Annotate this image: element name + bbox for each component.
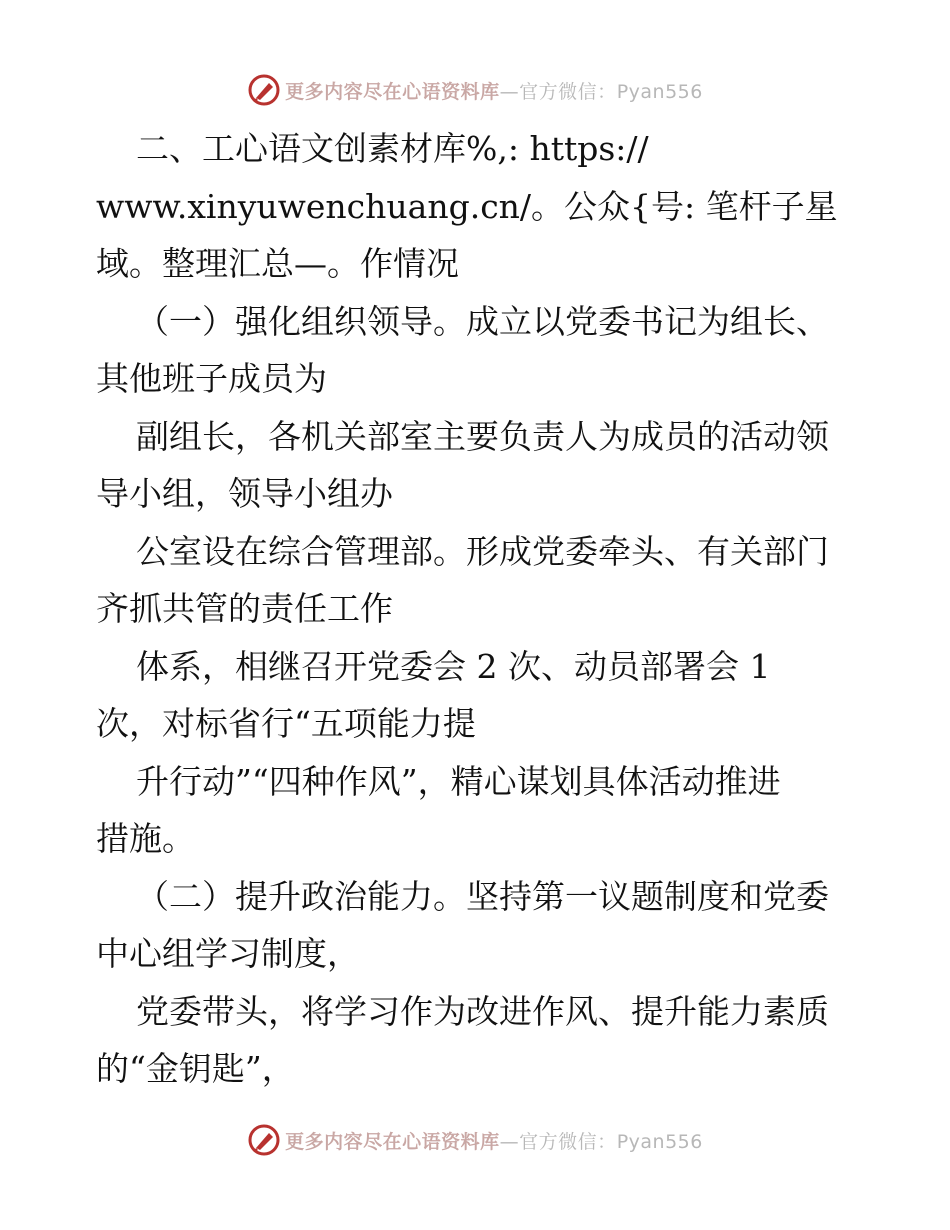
text-line: www.xinyuwenchuang.cn/。公众{号: 笔杆子星 [96, 186, 838, 226]
text-line: 域。整理汇总—。作情况 [96, 244, 459, 283]
text-line: 齐抓共管的责任工作 [96, 589, 393, 628]
text-line: 的“金钥匙”， [96, 1049, 295, 1088]
header-watermark [0, 70, 950, 110]
text-line: 党委带头，将学习作为改进作风、提升能力素质 [136, 991, 829, 1031]
text-line: 其他班子成员为 [96, 359, 327, 398]
text-line: （二）提升政治能力。坚持第一议题制度和党委 [136, 876, 829, 916]
watermark-text: 更多内容尽在心语资料库—官方微信：Pyan556 [285, 80, 703, 103]
text-line: 次，对标省行“五项能力提 [96, 704, 476, 743]
text-line: 体系，相继召开党委会 2 次、动员部署会 1 [136, 646, 771, 686]
text-line: 二、工心语文创素材库%,: https:// [136, 129, 649, 168]
watermark-text: 更多内容尽在心语资料库—官方微信：Pyan556 [285, 1130, 703, 1153]
footer-watermark [0, 1120, 950, 1160]
text-line: 升行动”“四种作风”，精心谋划具体活动推进 [136, 761, 781, 801]
text-line: 导小组，领导小组办 [96, 474, 393, 513]
text-line: 中心组学习制度， [96, 934, 360, 973]
document-body [96, 120, 866, 1098]
text-line: 公室设在综合管理部。形成党委牵头、有关部门 [136, 531, 829, 571]
pen-nib-logo-icon [247, 73, 281, 107]
text-line: 副组长，各机关部室主要负责人为成员的活动领 [136, 416, 829, 456]
text-line: （一）强化组织领导。成立以党委书记为组长、 [136, 301, 829, 341]
text-line: 措施。 [96, 819, 195, 858]
pen-nib-logo-icon [247, 1123, 281, 1157]
